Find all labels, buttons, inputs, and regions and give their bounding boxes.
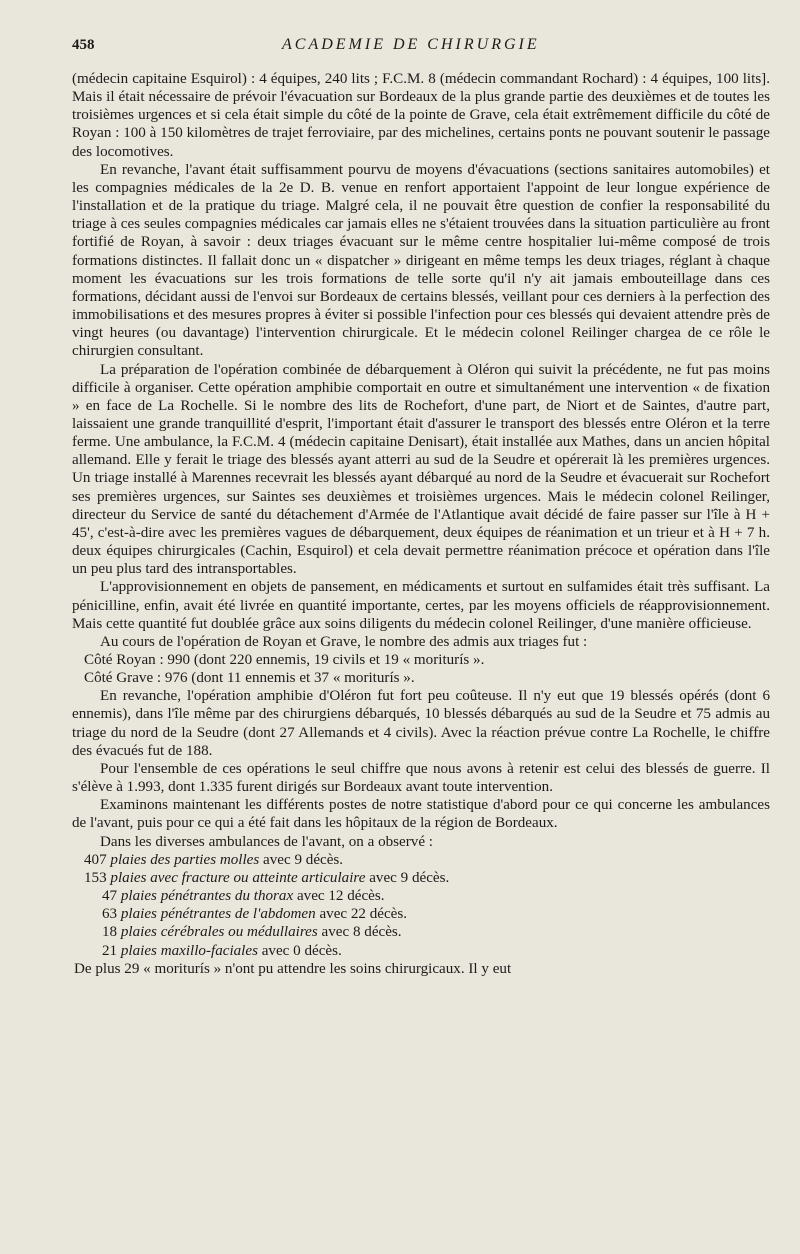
stat-line: Côté Grave : 976 (dont 11 ennemis et 37 « moriturís ». [84, 670, 415, 687]
page-number: 458 [72, 37, 95, 53]
list-item [72, 923, 770, 941]
paragraph: En revanche, l'avant était suffisamment pourvu de moyens d'évacuations (sections sanitaires automobiles) et les compagnies médicales de la 2e D. B. venue en renfort apportaient l'appoint de leur longue expérience de l'installation et de la pratique du triage. Malgré cela, il ne pouvait être question de confier la responsabilité du triage à ces seules compagnies médicales car jamais elles ne s'étaient trouvées dans la situation particulière au front fortifié de Royan, à savoir : deux triages évacuant sur le même centre hospitalier lui-même composé de trois formations distinctes. Il fallait donc un « dispatcher » dirigeant en même temps les deux triages, réglant à chaque moment les évacuations sur les trois formations de telle sorte qu'il n'y ait jamais embouteillage dans ces formations, décidant aussi de l'envoi sur Bordeaux de certains blessés, veillant pour ces derniers à la perfection des immobilisations et des mesures propres à éviter si possible l'infection pour ces blessés qui devaient attendre près de vingt heures (ou davantage) l'intervention chirurgicale. Et le médecin colonel Reilinger chargea de ce rôle le chirurgien consultant. [72, 161, 770, 360]
paragraph: L'approvisionnement en objets de pansement, en médicaments et surtout en sulfamides était très suffisant. La pénicilline, enfin, avait été livrée en quantité importante, certes, par les moyens officiels de réapprovisionnement. Mais cette quantité fut doublée grâce aux soins diligents du médecin colonel Reilinger, d'une manière officieuse. [72, 579, 770, 632]
paragraph: Au cours de l'opération de Royan et Grave, le nombre des admis aux triages fut : [100, 633, 588, 650]
list-item [72, 942, 770, 960]
list-item [72, 905, 770, 923]
wound-label: plaies pénétrantes du thorax [120, 888, 294, 905]
wound-label: plaies pénétrantes de l'abdomen [120, 906, 316, 923]
wound-label: plaies des parties molles [110, 851, 260, 868]
paragraph: Pour l'ensemble de ces opérations le seul chiffre que nous avons à retenir est celui des blessés de guerre. Il s'élève à 1.993, dont 1.335 furent dirigés sur Bordeaux avant toute intervention. [72, 760, 770, 796]
paragraph: Examinons maintenant les différents postes de notre statistique d'abord pour ce qui concerne les ambulances de l'avant, puis pour ce qui a été fait dans les hôpitaux de la région de Bordeaux. [72, 797, 770, 832]
wound-count: 153 [84, 869, 107, 886]
wound-count: 63 [102, 906, 118, 923]
wound-label: plaies avec fracture ou atteinte articulaire [110, 869, 366, 886]
wound-suffix: avec 12 décès. [296, 888, 385, 905]
wound-label: plaies cérébrales ou médullaires [120, 924, 318, 941]
paragraph: De plus 29 « moriturís » n'ont pu attendre les soins chirurgicaux. Il y eut [74, 960, 512, 977]
wound-count: 18 [102, 924, 118, 941]
wound-label: plaies maxillo-faciales [120, 942, 258, 959]
paragraph: La préparation de l'opération combinée de débarquement à Oléron qui suivit la précédente, ne fut pas moins difficile à organiser. Cette opération amphibie comportait en outre et simultanément une intervention « de fixation » en face de La Rochelle. Si le nombre des lits de Rochefort, d'une part, de Niort et de Saintes, d'autre part, laissaient une grande tranquillité d'esprit, l'important était d'assurer le transport des blessés entre Oléron et la terre ferme. Une ambulance, la F.C.M. 4 (médecin capitaine Denisart), était installée aux Mathes, dans un ancien hôpital allemand. Elle y ferait le triage des blessés ayant atterri au sud de la Seudre et opérerait là les premières urgences. Un triage installé à Marennes recevrait les blessés ayant débarqué au nord de la Seudre et évacuerait sur Rochefort ses premières urgences, sur Saintes ses deuxièmes et troisièmes urgences. Mais le médecin colonel Reilinger, directeur du Service de santé du détachement d'Armée de l'Atlantique avait décidé de faire passer sur l'île à H + 45', c'est-à-dire avec les premières vagues de débarquement, deux équipes de réanimation et un trieur et à H + 7 h. deux équipes chirurgicales (Cachin, Esquirol) et cela devait permettre réanimation précoce et opération dans l'île un peu plus tard des intransportables. [72, 361, 770, 578]
wound-list [72, 851, 770, 960]
wound-count: 21 [102, 942, 118, 959]
wound-suffix: avec 9 décès. [263, 851, 344, 868]
wound-suffix: avec 8 décès. [321, 924, 402, 941]
wound-suffix: avec 0 décès. [261, 942, 342, 959]
running-head: ACADEMIE DE CHIRURGIE [282, 36, 540, 53]
list-item [72, 887, 770, 905]
list-item [72, 851, 770, 869]
stat-line: Côté Royan : 990 (dont 220 ennemis, 19 civils et 19 « moriturís ». [84, 652, 485, 668]
wound-suffix: avec 22 décès. [319, 906, 408, 923]
paragraph: En revanche, l'opération amphibie d'Oléron fut fort peu coûteuse. Il n'y eut que 19 blessés opérés (dont 6 ennemis), dans l'île même par des chirurgiens débarqués, 10 blessés débarqués au sud de la Seudre et 75 admis au triage du nord de la Seudre (dont 27 Allemands et 4 civils). Avec la réaction prévue contre La Rochelle, le chiffre des évacués fut de 188. [72, 688, 770, 759]
page-header [72, 36, 770, 66]
wound-suffix: avec 9 décès. [369, 869, 450, 886]
body-text [72, 70, 770, 978]
wound-count: 407 [84, 851, 107, 868]
paragraph: (médecin capitaine Esquirol) : 4 équipes, 240 lits ; F.C.M. 8 (médecin commandant Rochard) : 4 équipes, 100 lits]. Mais il était nécessaire de prévoir l'évacuation sur Bordeaux de la plus grande partie des deuxièmes et de toutes les troisièmes urgences et si cela était simple du côté de la pointe de Grave, cela était extrêmement difficile du côté de Royan : 100 à 150 kilomètres de trajet ferroviaire, par des michelines, certains ponts ne pouvant soutenir le passage des locomotives. [72, 71, 770, 160]
paragraph: Dans les diverses ambulances de l'avant, on a observé : [100, 833, 433, 850]
list-item [72, 869, 770, 887]
wound-count: 47 [102, 888, 118, 905]
